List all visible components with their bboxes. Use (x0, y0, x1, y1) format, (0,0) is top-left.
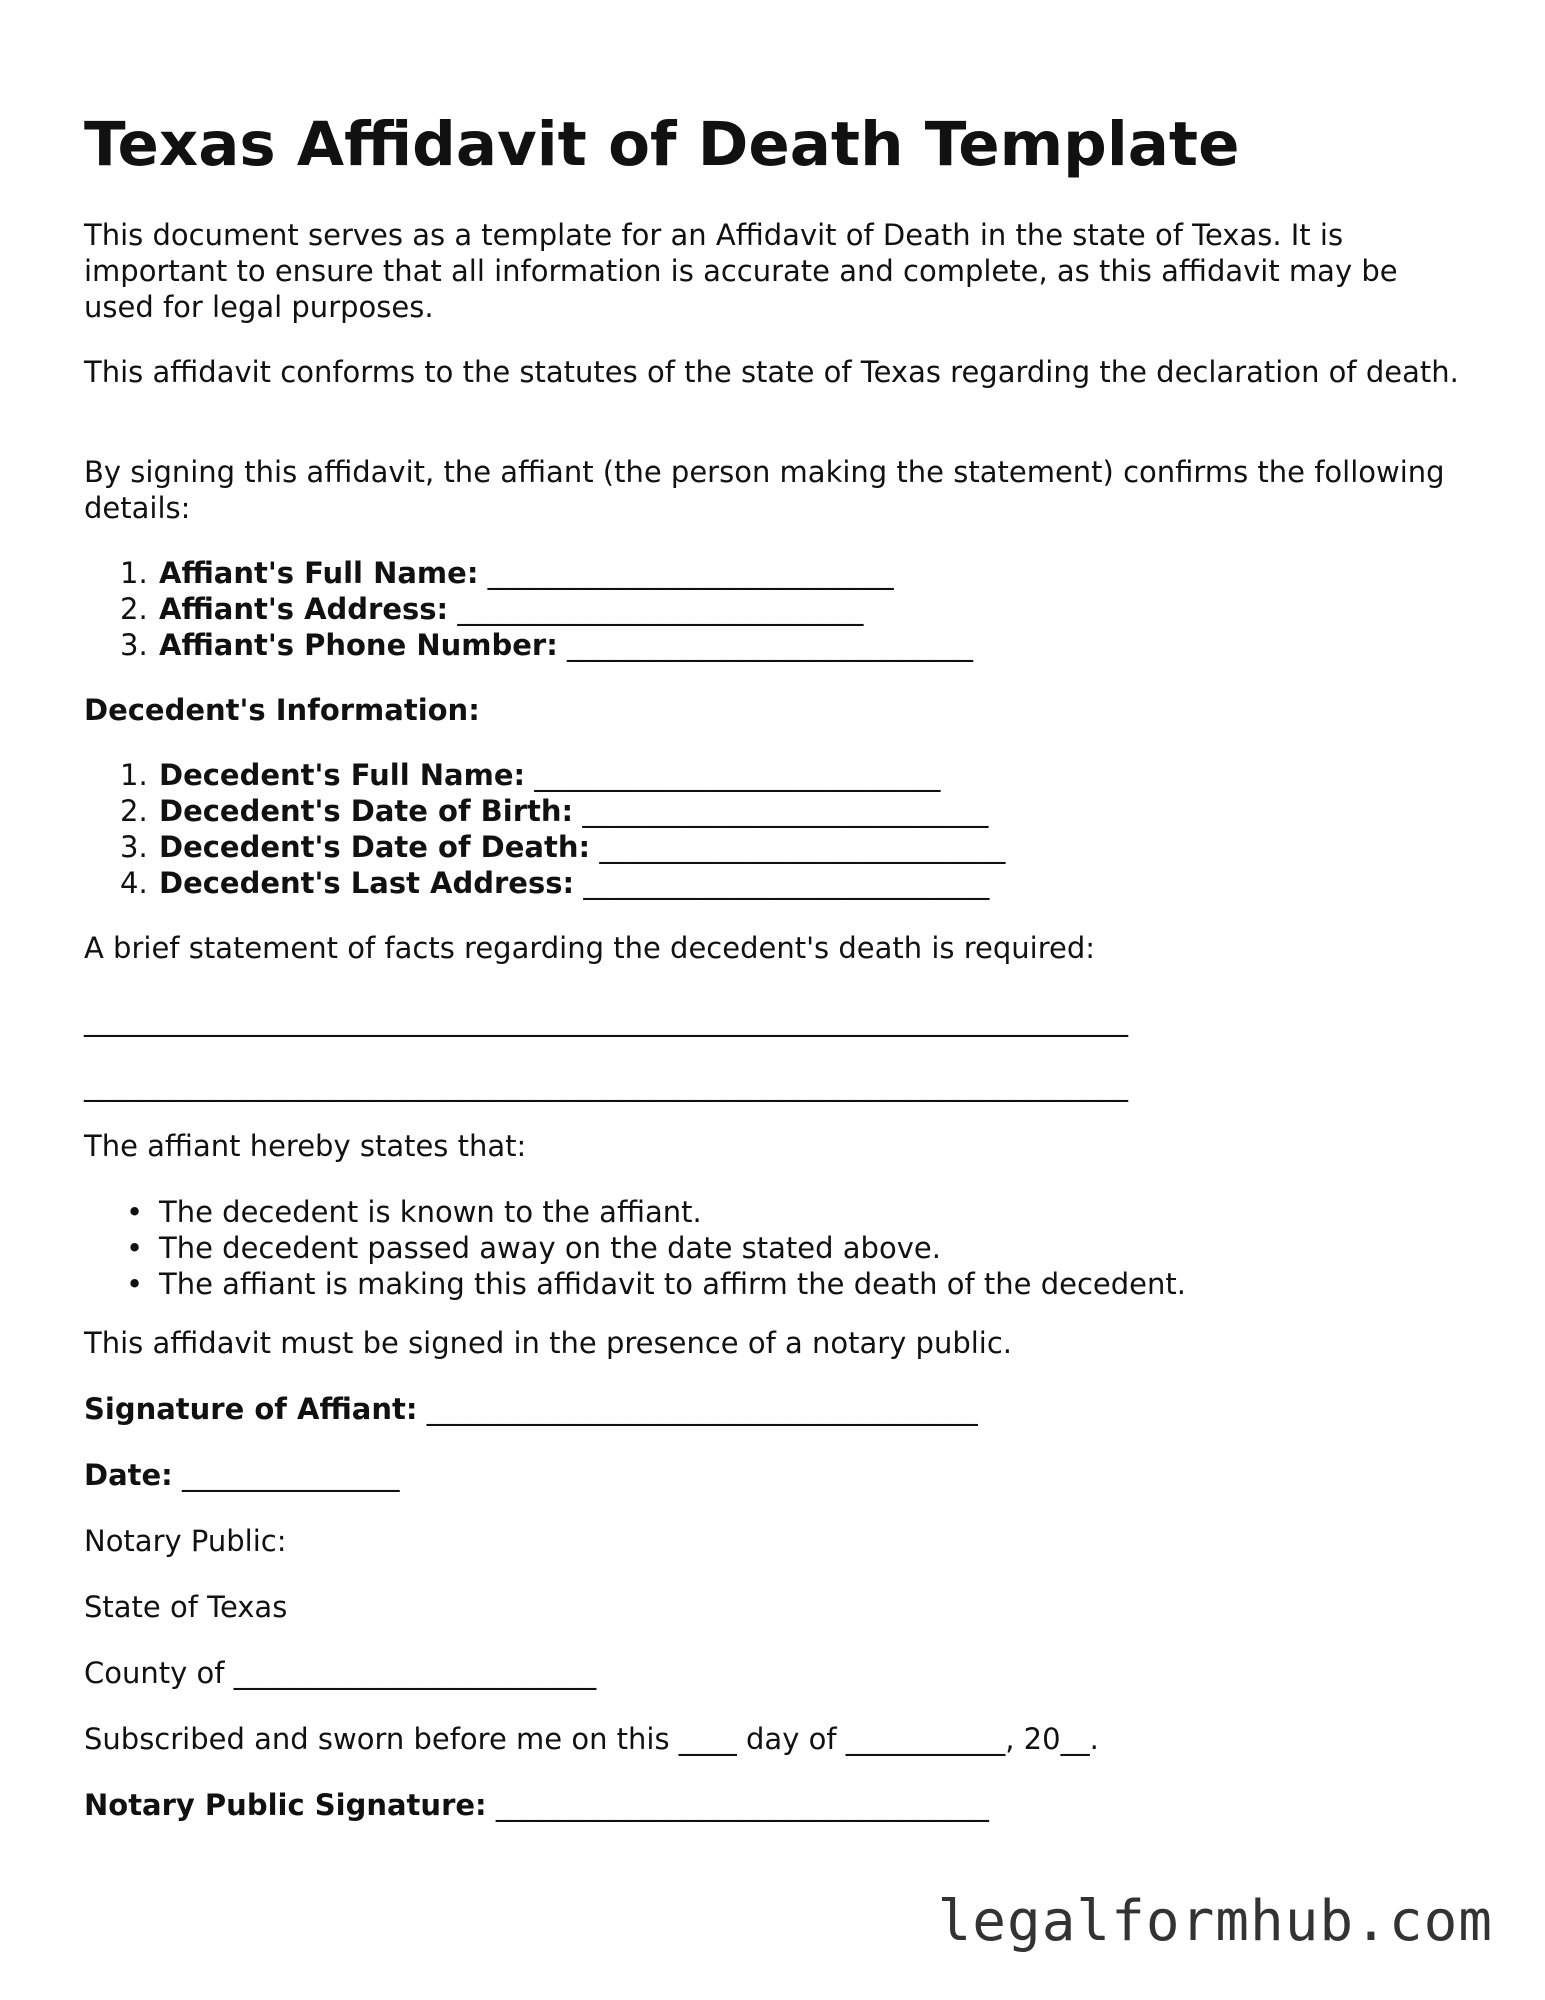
decedent-name-field[interactable] (84, 757, 1005, 793)
field-label: Decedent's Date of Death: (159, 830, 591, 864)
decedent-heading: Decedent's Information: (84, 693, 480, 727)
decedent-address-field[interactable] (84, 865, 1005, 901)
bullet-icon: • (126, 1195, 144, 1229)
date-blank[interactable]: _______________ (182, 1458, 400, 1492)
field-blank[interactable]: ____________________________ (599, 830, 1006, 864)
list-number: 2. (120, 794, 148, 828)
field-blank[interactable]: ____________________________ (567, 628, 974, 662)
notary-requirement: This affidavit must be signed in the presence of a notary public. (84, 1326, 1013, 1360)
page-title: Texas Affidavit of Death Template (84, 109, 1240, 180)
field-label: Affiant's Address: (159, 592, 449, 626)
decedent-dod-field[interactable] (84, 829, 1005, 865)
affiant-phone-field[interactable] (84, 627, 973, 663)
signature-blank[interactable]: ______________________________________ (426, 1392, 978, 1426)
statement-text: The affiant is making this affidavit to affirm the death of the decedent. (159, 1267, 1186, 1301)
notary-signature-label: Notary Public Signature: (84, 1788, 487, 1822)
state-line: State of Texas (84, 1590, 288, 1624)
signature-label: Signature of Affiant: (84, 1392, 418, 1426)
intro-paragraph-3: By signing this affidavit, the affiant (the person making the statement) confirms the following details: (84, 455, 1445, 525)
affiant-address-field[interactable] (84, 591, 973, 627)
county-row[interactable] (84, 1655, 1464, 1691)
list-item (84, 1194, 1186, 1230)
field-label: Decedent's Date of Birth: (159, 794, 574, 828)
field-label: Affiant's Full Name: (159, 556, 479, 590)
states-intro: The affiant hereby states that: (84, 1129, 527, 1163)
county-blank[interactable]: _________________________ (233, 1656, 597, 1690)
decedent-fields-list (84, 757, 1005, 901)
field-blank[interactable]: ____________________________ (457, 592, 864, 626)
notary-signature-blank[interactable]: __________________________________ (495, 1788, 989, 1822)
field-label: Affiant's Phone Number: (159, 628, 558, 662)
list-number: 3. (120, 628, 148, 662)
affiant-fields-list (84, 555, 973, 663)
intro-paragraph-2: This affidavit conforms to the statutes of the state of Texas regarding the declaration of death. (84, 355, 1459, 389)
statement-text: The decedent is known to the affiant. (159, 1195, 702, 1229)
date-row[interactable] (84, 1457, 1464, 1493)
intro-paragraph-1: This document serves as a template for an Affidavit of Death in the state of Texas. It is important to ensure that all information is accurate and complete, as this affidavit may be used for legal purposes. (84, 218, 1398, 324)
statement-prompt: A brief statement of facts regarding the decedent's death is required: (84, 931, 1096, 965)
field-blank[interactable]: ____________________________ (534, 758, 941, 792)
list-number: 2. (120, 592, 148, 626)
bullet-icon: • (126, 1267, 144, 1301)
statement-line-2[interactable]: ________________________________________________________________________ (84, 1068, 1128, 1102)
statement-line-1[interactable]: ________________________________________________________________________ (84, 1003, 1128, 1037)
list-number: 1. (120, 556, 148, 590)
list-number: 1. (120, 758, 148, 792)
bullet-icon: • (126, 1231, 144, 1265)
notary-public-label: Notary Public: (84, 1524, 287, 1558)
list-number: 4. (120, 866, 148, 900)
watermark-logo: legalformhub.com (937, 1889, 1493, 1954)
decedent-dob-field[interactable] (84, 793, 1005, 829)
field-blank[interactable]: ____________________________ (582, 794, 989, 828)
field-label: Decedent's Last Address: (159, 866, 575, 900)
sworn-line[interactable]: Subscribed and sworn before me on this ____ day of ___________, 20__. (84, 1722, 1099, 1756)
list-number: 3. (120, 830, 148, 864)
affiant-signature-row[interactable] (84, 1391, 1464, 1427)
affiant-name-field[interactable] (84, 555, 973, 591)
field-blank[interactable]: ____________________________ (583, 866, 990, 900)
date-label: Date: (84, 1458, 173, 1492)
county-label: County of (84, 1656, 225, 1690)
list-item (84, 1230, 1186, 1266)
field-label: Decedent's Full Name: (159, 758, 526, 792)
notary-signature-row[interactable] (84, 1787, 1464, 1823)
statements-list (84, 1194, 1186, 1302)
list-item (84, 1266, 1186, 1302)
field-blank[interactable]: ____________________________ (487, 556, 894, 590)
statement-text: The decedent passed away on the date stated above. (159, 1231, 941, 1265)
